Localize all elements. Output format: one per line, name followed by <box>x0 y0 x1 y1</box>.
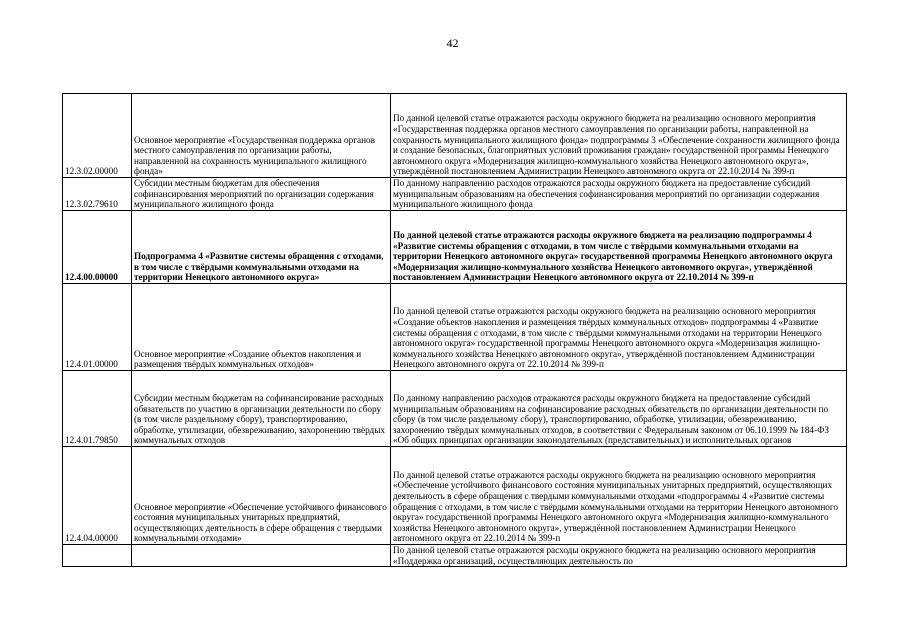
budget-classification-table <box>62 93 847 567</box>
target-article-code: 12.4.00.00000 <box>63 211 132 284</box>
target-article-code: 12.4.01.79850 <box>63 371 132 447</box>
target-article-name: Основное мероприятие «Обеспечение устойчивого финансового состояния муниципальных унитарных предприятий, осуществляющих деятельность в сфере обращения с твердыми коммунальными отходами» <box>132 447 391 545</box>
table-row <box>63 371 847 447</box>
target-article-code: 12.4.01.00000 <box>63 284 132 371</box>
table-row <box>63 178 847 211</box>
page-number: 42 <box>446 36 459 50</box>
target-article-name <box>132 545 391 567</box>
target-article-description: По данному направлению расходов отражаются расходы окружного бюджета на предоставление субсидий муниципальным образованиям на софинансирование расходных обязательств по организации деятельности по сбору (в том числе раздельному сбору), транспортированию, обработке, утилизации, обезвреживанию, захоронению твёрдых коммунальных отходов, в соответствии с Федеральным законом от 06.10.1999 № 184-ФЗ «Об общих принципах организации законодательных (представительных) и исполнительных органов <box>391 371 847 447</box>
table-row <box>63 447 847 545</box>
target-article-description: По данной целевой статье отражаются расходы окружного бюджета на реализацию основного мероприятия «Государственная поддержка органов местного самоуправления по организации работы, направленной на сохранность муниципального жилищного фонда» подпрограммы 3 «Обеспечение сохранности жилищного фонда и создание безопасных, благоприятных условий проживания граждан» государственной программы Ненецкого автономного округа «Модернизация жилищно-коммунального хозяйства Ненецкого автономного округа», утверждённой постановлением Администрации Ненецкого автономного округа от 22.10.2014 № 399-п <box>391 94 847 178</box>
target-article-name: Субсидии местным бюджетам для обеспечения софинансирования мероприятий по организации содержания муниципального жилищного фонда <box>132 178 391 211</box>
target-article-name: Основное мероприятие «Государственная поддержка органов местного самоуправления по организации работы, направленной на сохранность муниципального жилищного фонда» <box>132 94 391 178</box>
target-article-name: Основное мероприятие «Создание объектов накопления и размещения твёрдых коммунальных отходов» <box>132 284 391 371</box>
table-row <box>63 94 847 178</box>
target-article-code: 12.4.04.00000 <box>63 447 132 545</box>
target-article-description: По данному направлению расходов отражаются расходы окружного бюджета на предоставление субсидий муниципальным образованиям на обеспечения софинансирования мероприятий по организации содержания муниципального жилищного фонда <box>391 178 847 211</box>
target-article-description: По данной целевой статье отражаются расходы окружного бюджета на реализацию основного мероприятия «Поддержка организаций, осуществляющих деятельность по <box>391 545 847 567</box>
target-article-description: По данной целевой статье отражаются расходы окружного бюджета на реализацию основного мероприятия «Создание объектов накопления и размещения твёрдых коммунальных отходов» подпрограммы 4 «Развитие системы обращения с отходами, в том числе с твёрдыми коммунальными отходами на территории Ненецкого автономного округа» государственной программы Ненецкого автономного округа «Модернизация жилищно-коммунального хозяйства Ненецкого автономного округа», утверждённой постановлением Администрации Ненецкого автономного округа от 22.10.2014 № 399-п <box>391 284 847 371</box>
target-article-name: Субсидии местным бюджетам на софинансирование расходных обязательств по участию в организации деятельности по сбору (в том числе раздельному сбору), транспортированию, обработке, утилизации, обезвреживанию, захоронению твёрдых коммунальных отходов <box>132 371 391 447</box>
target-article-description: По данной целевой статье отражаются расходы окружного бюджета на реализацию подпрограммы 4 «Развитие системы обращения с отходами, в том числе с твёрдыми коммунальными отходами на территории Ненецкого автономного округа» государственной программы Ненецкого автономного округа «Модернизация жилищно-коммунального хозяйства Ненецкого автономного округа», утверждённой постановлением Администрации Ненецкого автономного округа от 22.10.2014 № 399-п <box>391 211 847 284</box>
target-article-code: 12.3.02.79610 <box>63 178 132 211</box>
target-article-description: По данной целевой статье отражаются расходы окружного бюджета на реализацию основного мероприятия «Обеспечение устойчивого финансового состояния муниципальных унитарных предприятий, осуществляющих деятельность в сфере обращения с твердыми коммунальными отходами «подпрограммы 4 «Развитие системы обращения с отходами, в том числе с твёрдыми коммунальными отходами на территории Ненецкого автономного округа» государственной программы Ненецкого автономного округа «Модернизация жилищно-коммунального хозяйства Ненецкого автономного округа», утверждённой постановлением Администрации Ненецкого автономного округа от 22.10.2014 № 399-п <box>391 447 847 545</box>
target-article-code <box>63 545 132 567</box>
table-row <box>63 284 847 371</box>
table-row <box>63 545 847 567</box>
target-article-code: 12.3.02.00000 <box>63 94 132 178</box>
table-row <box>63 211 847 284</box>
target-article-name: Подпрограмма 4 «Развитие системы обращения с отходами, в том числе с твёрдыми коммунальными отходами на территории Ненецкого автономного округа» <box>132 211 391 284</box>
